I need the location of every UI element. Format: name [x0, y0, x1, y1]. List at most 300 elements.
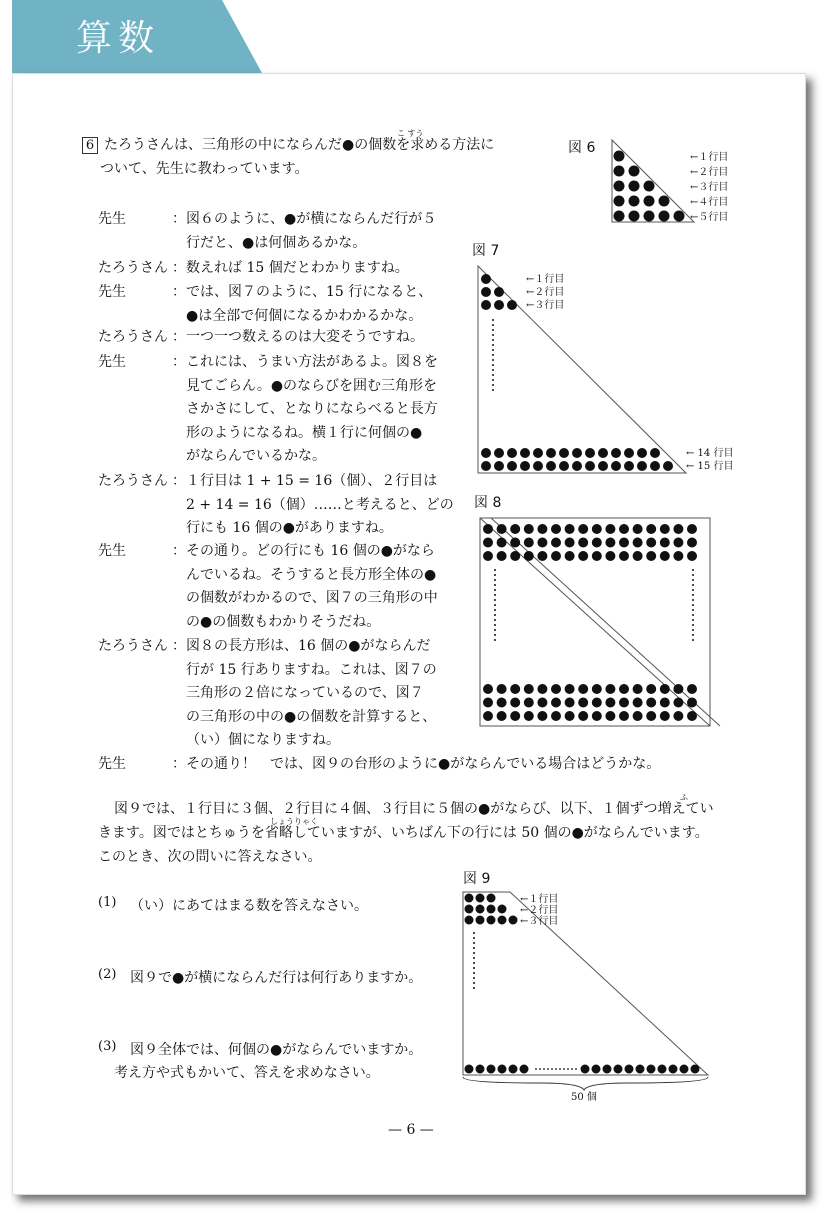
fig9-vertical-ellipsis [473, 957, 475, 959]
fig8-dot-top [551, 538, 561, 548]
question-1-number: (1) [98, 895, 117, 910]
fig7-dot-bottom [546, 461, 556, 471]
fig6-dot [629, 211, 640, 222]
fig6-dot [614, 166, 625, 177]
fig8-dot-top [578, 538, 588, 548]
fig8-dot-bottom [605, 698, 615, 708]
fig7-vertical-ellipsis [492, 359, 494, 361]
fig9-horizontal-ellipsis [551, 1068, 553, 1070]
fig7-bottom-row-label: ← 14 行目 [686, 448, 734, 459]
fig7-vertical-ellipsis [492, 324, 494, 326]
fig6-dot [629, 196, 640, 207]
fig7-dot-bottom [533, 461, 543, 471]
dialogue-5-line-0: ：１行目は 1 + 15 = 16（個）、２行目は [172, 473, 438, 489]
fig8-dot-top [510, 551, 520, 561]
fig8-dot-bottom [660, 698, 670, 708]
fig9-horizontal-ellipsis [559, 1068, 561, 1070]
fig7-dot-bottom [507, 448, 517, 458]
fig7-vertical-ellipsis [492, 384, 494, 386]
fig8-dot-top [565, 524, 575, 534]
fig7-vertical-ellipsis [492, 369, 494, 371]
fig8-dot-top [687, 538, 697, 548]
fig8-dot-top [619, 538, 629, 548]
fig7-dot-bottom [637, 461, 647, 471]
fig8-dot-top [619, 551, 629, 561]
speaker-2: 先生 [98, 284, 126, 300]
fig8-dot-bottom [578, 698, 588, 708]
fig8-dot-top [524, 538, 534, 548]
fig7-dot [494, 300, 504, 310]
fig8-dot-top [646, 538, 656, 548]
ruby-shouryaku: しょうりゃく [270, 817, 318, 826]
dialogue-5-line-1: 2 + 14 = 16（個）……と考えると、どの [186, 496, 454, 513]
fig8-dot-bottom [510, 698, 520, 708]
question-2-text: 図９で●が横にならんだ行は何行ありますか。 [130, 970, 423, 986]
fig8-vertical-ellipsis-left [494, 629, 496, 631]
fig8-dot-bottom [619, 698, 629, 708]
fig8-dot-bottom [687, 684, 697, 694]
fig8-dot-bottom [510, 684, 520, 694]
fig8-dot-top [510, 524, 520, 534]
fig9-dot-bottom-right [625, 1065, 634, 1074]
ruby-kosuu: こ すう [397, 129, 424, 138]
fig9-dot-bottom-right [592, 1065, 601, 1074]
fig9-vertical-ellipsis [473, 987, 475, 989]
fig7-dot-bottom [481, 448, 491, 458]
fig7-dot-bottom [611, 448, 621, 458]
fig9-horizontal-ellipsis [539, 1068, 541, 1070]
fig8-dot-top [673, 524, 683, 534]
fig7-dot-bottom [637, 448, 647, 458]
fig9-dot [487, 894, 496, 903]
fig8-dot-top [551, 551, 561, 561]
dialogue-4-line-0: ：これには、うまい方法があるよ。図８を [172, 354, 438, 370]
fig7-dot-bottom [481, 461, 491, 471]
fig9-dot [509, 916, 518, 925]
fig9-dot-bottom-right [691, 1065, 700, 1074]
fig7-vertical-ellipsis [492, 379, 494, 381]
fig9-vertical-ellipsis [473, 952, 475, 954]
fig7-dot-bottom [520, 461, 530, 471]
fig7-dot [481, 287, 491, 297]
fig8-dot-bottom [605, 684, 615, 694]
question-2-number: (2) [98, 967, 117, 982]
dialogue-1-line-0: ：数えれば 15 個だとわかりますね。 [172, 260, 409, 276]
fig6-row-label: ←３行目 [690, 182, 729, 193]
fig8-label: 図 8 [474, 495, 502, 511]
fig8-dot-top [592, 538, 602, 548]
fig8-dot-top [660, 524, 670, 534]
dialogue-4-line-4: がならんでいるかな。 [186, 448, 326, 464]
fig8-vertical-ellipsis-left [494, 579, 496, 581]
fig8-dot-top [633, 551, 643, 561]
fig7-vertical-ellipsis [492, 329, 494, 331]
fig8-dot-bottom [619, 711, 629, 721]
fig8-dot-bottom [565, 711, 575, 721]
fig8-dot-top [619, 524, 629, 534]
fig8-vertical-ellipsis-left [494, 574, 496, 576]
fig8-dot-bottom [619, 684, 629, 694]
fig7-vertical-ellipsis [492, 334, 494, 336]
fig8-vertical-ellipsis-right [692, 594, 694, 596]
problem-intro-line2: ついて、先生に教わっています。 [100, 161, 309, 177]
fig8-dot-top [605, 551, 615, 561]
dialogue-8-line-0: ：その通り！ では、図９の台形のように●がならんでいる場合はどうかな。 [172, 756, 661, 772]
fig8-dot-bottom [592, 698, 602, 708]
fig9-dot [465, 916, 474, 925]
fig9-vertical-ellipsis [473, 937, 475, 939]
fig7-dot-bottom [598, 461, 608, 471]
fig9-brace [463, 1077, 708, 1090]
speaker-1: たろうさん [98, 260, 168, 276]
fig8-dot-top [497, 538, 507, 548]
fig6-dot [659, 196, 670, 207]
fig8-dot-top [660, 538, 670, 548]
fig8-vertical-ellipsis-right [692, 569, 694, 571]
fig9-horizontal-ellipsis [563, 1068, 565, 1070]
fig6-dot [644, 196, 655, 207]
dialogue-4-line-3: 形のようになるね。横１行に何個の● [186, 424, 423, 441]
fig8-vertical-ellipsis-right [692, 589, 694, 591]
fig7-dot-bottom [533, 448, 543, 458]
fig9-dot-bottom-right [680, 1065, 689, 1074]
fig8-dot-bottom [537, 711, 547, 721]
fig7-vertical-ellipsis [492, 349, 494, 351]
fig9-dot [487, 916, 496, 925]
fig8-vertical-ellipsis-left [494, 634, 496, 636]
fig9-dot-bottom-left [476, 1065, 485, 1074]
fig7-dot-bottom [624, 448, 634, 458]
fig7-dot-bottom [611, 461, 621, 471]
fig7-dot-bottom [494, 461, 504, 471]
fig7-bottom-row-label: ← 15 行目 [686, 461, 734, 472]
fig8-dot-top [578, 551, 588, 561]
fig7-dot-bottom [572, 448, 582, 458]
fig9-dot [476, 916, 485, 925]
fig9-row-label: ←２行目 [520, 905, 559, 916]
fig8-dot-bottom [483, 684, 493, 694]
fig9-vertical-ellipsis [473, 947, 475, 949]
fig8-dot-bottom [551, 711, 561, 721]
dialogue-0-line-1: 行だと、●は何個あるかな。 [186, 234, 367, 251]
fig6-row-label: ←２行目 [690, 167, 729, 178]
fig8-dot-bottom [633, 684, 643, 694]
speaker-4: 先生 [98, 354, 126, 370]
fig8-dot-bottom [551, 698, 561, 708]
fig7-dot-bottom [598, 448, 608, 458]
fig8-vertical-ellipsis-right [692, 599, 694, 601]
speaker-0: 先生 [98, 211, 126, 227]
fig9-vertical-ellipsis [473, 932, 475, 934]
fig7-dot-bottom [663, 461, 673, 471]
fig8-dot-bottom [497, 711, 507, 721]
fig8-dot-top [592, 551, 602, 561]
dialogue-6-line-1: んでいるね。そうすると長方形全体の● [186, 566, 437, 583]
fig9-dot-bottom-right [581, 1065, 590, 1074]
fig8-dot-bottom [551, 684, 561, 694]
fig9-bottom-label: 50 個 [571, 1092, 597, 1103]
fig9-horizontal-ellipsis [571, 1068, 573, 1070]
fig8-dot-top [673, 538, 683, 548]
fig8-dot-bottom [592, 684, 602, 694]
fig8-vertical-ellipsis-right [692, 579, 694, 581]
fig7-dot [494, 287, 504, 297]
fig8-dot-bottom [565, 684, 575, 694]
fig7-dot-bottom [559, 461, 569, 471]
fig7-dot-bottom [650, 461, 660, 471]
fig8-dot-bottom [578, 711, 588, 721]
fig7-dot [507, 300, 517, 310]
fig8-vertical-ellipsis-right [692, 584, 694, 586]
paragraph-line3: このとき、次の問いに答えなさい。 [98, 849, 322, 865]
fig8-dot-bottom [565, 698, 575, 708]
speaker-6: 先生 [98, 543, 126, 559]
fig7-dot-bottom [585, 461, 595, 471]
fig9-dot-bottom-right [669, 1065, 678, 1074]
fig7-row-label: ←１行目 [526, 274, 565, 285]
fig7-dot-bottom [559, 448, 569, 458]
fig8-vertical-ellipsis-left [494, 594, 496, 596]
fig8-dot-bottom [537, 684, 547, 694]
fig8-vertical-ellipsis-right [692, 624, 694, 626]
ruby-fu: ふ [680, 793, 688, 802]
problem-intro-line1: 6 たろうさんは、三角形の中にならんだ●の個数を求める方法に [82, 136, 494, 154]
dialogue-7-line-3: の三角形の中の●の個数を計算すると、 [186, 708, 437, 725]
fig8-dot-top [483, 551, 493, 561]
fig6-label: 図 6 [568, 140, 596, 156]
fig9-row-label: ←１行目 [520, 894, 559, 905]
fig8-diagonal-1 [480, 518, 710, 726]
fig7-label: 図 7 [472, 243, 500, 259]
fig8-dot-top [660, 551, 670, 561]
question-3-text2: 考え方や式もかいて、答えを求めなさい。 [114, 1065, 380, 1081]
fig8-vertical-ellipsis-left [494, 639, 496, 641]
fig8-dot-bottom [646, 698, 656, 708]
fig8-dot-bottom [524, 684, 534, 694]
fig8-dot-top [687, 524, 697, 534]
fig6-row-label: ←５行目 [690, 212, 729, 223]
fig6-dot [629, 166, 640, 177]
dialogue-3-line-0: ：一つ一つ数えるのは大変そうですね。 [172, 329, 424, 345]
fig8-dot-bottom [687, 698, 697, 708]
fig8-dot-top [565, 551, 575, 561]
fig7-dot-bottom [520, 448, 530, 458]
fig9-label: 図 9 [463, 871, 491, 887]
fig8-dot-top [537, 524, 547, 534]
fig7-vertical-ellipsis [492, 374, 494, 376]
fig8-dot-top [497, 551, 507, 561]
fig7-vertical-ellipsis [492, 364, 494, 366]
fig8-dot-top [605, 538, 615, 548]
subject-title: 算数 [76, 18, 161, 59]
fig8-vertical-ellipsis-left [494, 599, 496, 601]
question-3-text: 図９全体では、何個の●がならんでいますか。 [130, 1042, 423, 1058]
question-3-number: (3) [98, 1039, 117, 1054]
fig8-dot-top [605, 524, 615, 534]
fig6-dot [674, 211, 685, 222]
fig9-horizontal-ellipsis [567, 1068, 569, 1070]
fig9-dot-bottom-right [658, 1065, 667, 1074]
fig9-dot-bottom-right [636, 1065, 645, 1074]
fig8-dot-top [633, 538, 643, 548]
fig9-horizontal-ellipsis [575, 1068, 577, 1070]
fig9-horizontal-ellipsis [555, 1068, 557, 1070]
fig9-dot [476, 905, 485, 914]
fig8-vertical-ellipsis-right [692, 639, 694, 641]
fig8-dot-bottom [633, 711, 643, 721]
paragraph-line1: 図９では、１行目に３個、２行目に４個、３行目に５個の●がならび、以下、１個ずつ増えてい [114, 801, 714, 817]
fig9-dot [465, 894, 474, 903]
dialogue-5-line-2: 行にも 16 個の●がありますね。 [186, 520, 393, 536]
fig9-row-label: ←３行目 [520, 916, 559, 927]
speaker-8: 先生 [98, 756, 126, 772]
fig7-vertical-ellipsis [492, 319, 494, 321]
fig8-dot-top [578, 524, 588, 534]
fig6-dot [644, 181, 655, 192]
fig9-dot [498, 916, 507, 925]
fig7-vertical-ellipsis [492, 354, 494, 356]
fig9-horizontal-ellipsis [535, 1068, 537, 1070]
fig8-dot-bottom [660, 711, 670, 721]
fig8-dot-bottom [633, 698, 643, 708]
fig8-dot-bottom [646, 684, 656, 694]
fig7-triangle [478, 266, 686, 473]
page-number: — 6 — [388, 1122, 434, 1138]
fig8-dot-bottom [673, 698, 683, 708]
fig8-dot-top [687, 551, 697, 561]
fig8-dot-top [497, 524, 507, 534]
fig8-dot-bottom [592, 711, 602, 721]
fig9-dot [476, 894, 485, 903]
fig8-vertical-ellipsis-right [692, 619, 694, 621]
fig8-vertical-ellipsis-left [494, 569, 496, 571]
fig8-vertical-ellipsis-left [494, 589, 496, 591]
fig7-row-label: ←３行目 [526, 300, 565, 311]
fig7-vertical-ellipsis [492, 389, 494, 391]
fig9-dot-bottom-left [498, 1065, 507, 1074]
fig9-dot-bottom-right [647, 1065, 656, 1074]
fig8-dot-top [510, 538, 520, 548]
fig9-dot-bottom-left [509, 1065, 518, 1074]
fig8-vertical-ellipsis-left [494, 614, 496, 616]
fig7-vertical-ellipsis [492, 339, 494, 341]
fig8-dot-bottom [687, 711, 697, 721]
speaker-3: たろうさん [98, 329, 168, 345]
fig9-dot [465, 905, 474, 914]
fig8-dot-bottom [673, 711, 683, 721]
dialogue-7-line-1: 行が 15 行ありますね。これは、図７の [186, 661, 437, 678]
fig9-vertical-ellipsis [473, 972, 475, 974]
fig8-dot-top [565, 538, 575, 548]
fig9-horizontal-ellipsis [547, 1068, 549, 1070]
fig9-dot-bottom-left [520, 1065, 529, 1074]
fig8-vertical-ellipsis-right [692, 629, 694, 631]
dialogue-2-line-0: ：では、図７のように、15 行になると、 [172, 284, 433, 300]
fig8-dot-bottom [510, 711, 520, 721]
fig8-dot-top [483, 524, 493, 534]
dialogue-4-line-1: 見てごらん。●のならびを囲む三角形を [186, 377, 438, 394]
dialogue-7-line-0: ：図８の長方形は、16 個の●がならんだ [172, 638, 431, 654]
fig8-dot-top [646, 524, 656, 534]
dialogue-4-line-2: さかさにして、となりにならべると長方 [186, 401, 438, 417]
fig8-dot-bottom [673, 684, 683, 694]
fig8-dot-bottom [524, 711, 534, 721]
fig9-vertical-ellipsis [473, 942, 475, 944]
fig7-dot-bottom [572, 461, 582, 471]
fig8-dot-bottom [660, 684, 670, 694]
fig8-dot-top [551, 524, 561, 534]
fig9-dot-bottom-left [465, 1065, 474, 1074]
fig9-dot [487, 905, 496, 914]
speaker-7: たろうさん [98, 638, 168, 654]
fig7-dot-bottom [546, 448, 556, 458]
fig8-vertical-ellipsis-right [692, 634, 694, 636]
problem-number: 6 [82, 137, 98, 154]
fig9-dot-bottom-left [487, 1065, 496, 1074]
fig6-dot [614, 196, 625, 207]
fig8-dot-bottom [537, 698, 547, 708]
fig9-vertical-ellipsis [473, 977, 475, 979]
fig9-vertical-ellipsis [473, 962, 475, 964]
fig8-vertical-ellipsis-right [692, 609, 694, 611]
fig9-vertical-ellipsis [473, 982, 475, 984]
fig8-vertical-ellipsis-left [494, 619, 496, 621]
fig7-dot-bottom [650, 448, 660, 458]
fig8-dot-bottom [646, 711, 656, 721]
fig8-vertical-ellipsis-left [494, 584, 496, 586]
fig8-vertical-ellipsis-left [494, 609, 496, 611]
fig8-dot-bottom [483, 698, 493, 708]
fig8-dot-bottom [483, 711, 493, 721]
fig7-row-label: ←２行目 [526, 287, 565, 298]
fig6-dot [614, 151, 625, 162]
fig8-dot-top [592, 524, 602, 534]
fig7-dot-bottom [494, 448, 504, 458]
fig7-dot-bottom [507, 461, 517, 471]
paragraph-line2: きます。図ではとちゅうを省略していますが、いちばん下の行には 50 個の●がならんでいます。 [98, 825, 709, 841]
fig8-dot-bottom [578, 684, 588, 694]
fig6-dot [614, 181, 625, 192]
dialogue-6-line-0: ：その通り。どの行にも 16 個の●がなら [172, 543, 435, 559]
fig6-row-label: ←１行目 [690, 152, 729, 163]
fig8-vertical-ellipsis-right [692, 604, 694, 606]
fig8-dot-top [524, 524, 534, 534]
fig9-dot-bottom-right [603, 1065, 612, 1074]
fig9-dot-bottom-right [614, 1065, 623, 1074]
fig6-row-label: ←４行目 [690, 197, 729, 208]
fig8-dot-top [646, 551, 656, 561]
fig8-diagonal-2 [491, 518, 720, 726]
fig8-dot-bottom [524, 698, 534, 708]
fig6-dot [614, 211, 625, 222]
fig8-dot-top [483, 538, 493, 548]
fig8-dot-bottom [497, 698, 507, 708]
fig6-dot [659, 211, 670, 222]
fig6-triangle [612, 140, 694, 222]
fig8-dot-top [537, 551, 547, 561]
fig7-dot [481, 300, 491, 310]
question-1-text: （い）にあてはまる数を答えなさい。 [130, 898, 368, 914]
dialogue-6-line-3: の●の個数もわかりそうだね。 [186, 613, 381, 630]
dialogue-7-line-2: 三角形の２倍になっているので、図７ [186, 685, 424, 701]
speaker-5: たろうさん [98, 473, 168, 489]
fig7-dot-bottom [624, 461, 634, 471]
fig8-dot-top [524, 551, 534, 561]
fig7-dot [481, 274, 491, 284]
dialogue-0-line-0: ：図６のように、●が横にならんだ行が５ [172, 211, 437, 227]
fig9-horizontal-ellipsis [543, 1068, 545, 1070]
fig8-dot-top [633, 524, 643, 534]
